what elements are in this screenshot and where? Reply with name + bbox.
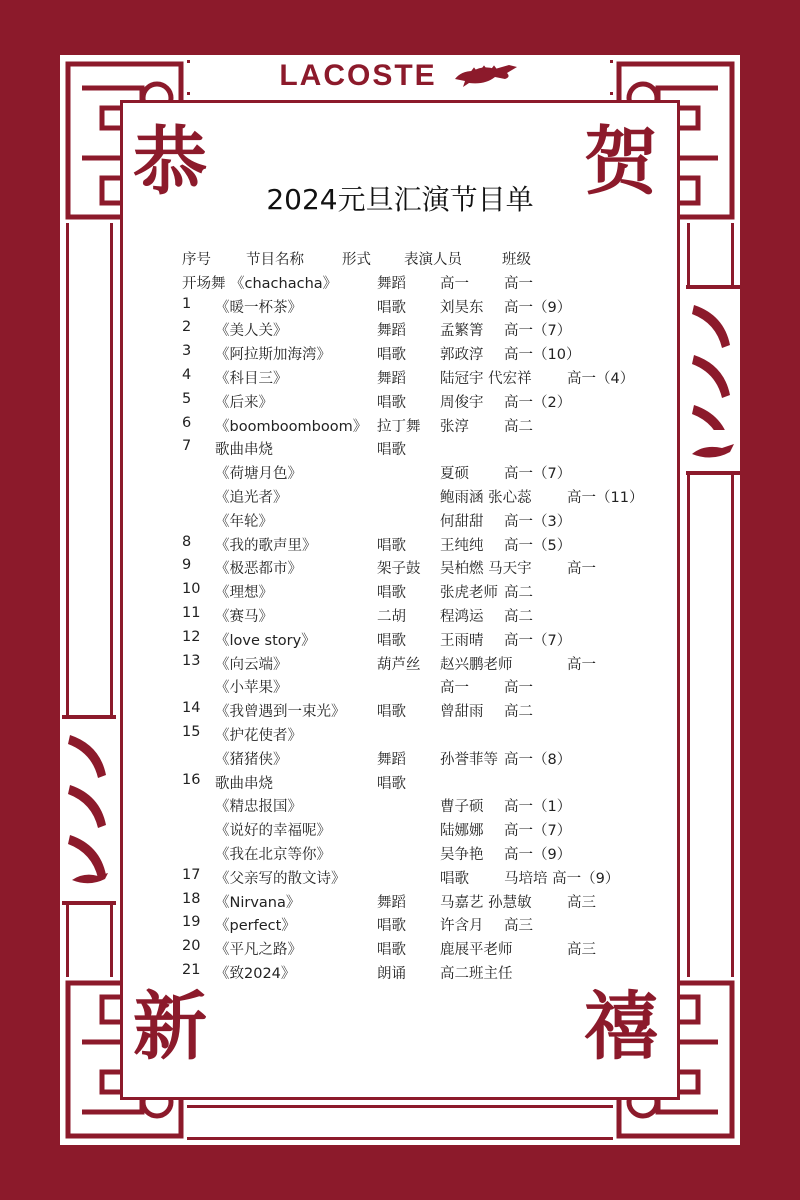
program-name: 《理想》 [215, 585, 273, 602]
program-class: 高一（2） [504, 394, 572, 411]
program-num: 20 [182, 938, 201, 955]
program-performer: 许含月 [440, 918, 484, 935]
program-type: 唱歌 [377, 299, 406, 316]
program-class: 马培培 高一（9） [504, 870, 620, 887]
program-name: 《科目三》 [215, 370, 288, 387]
program-num: 18 [182, 890, 201, 907]
program-name: 《boomboomboom》 [215, 418, 368, 435]
program-type: 唱歌 [377, 942, 406, 959]
program-class: 高三 [504, 918, 533, 935]
program-row [182, 819, 662, 843]
program-row [182, 676, 662, 700]
program-performer: 曾甜雨 [440, 704, 484, 721]
program-num: 2 [182, 319, 192, 336]
program-row [182, 510, 662, 534]
program-performer: 赵兴鹏老师 [440, 656, 513, 673]
program-name: 《年轮》 [215, 513, 273, 530]
program-class: 高一（10） [504, 347, 581, 364]
program-row [182, 391, 662, 415]
program-performer: 高二班主任 [440, 965, 513, 982]
program-num: 12 [182, 628, 201, 645]
program-performer: 高一 [440, 680, 469, 697]
program-type: 唱歌 [377, 632, 406, 649]
program-performer: 曹子硕 [440, 799, 484, 816]
program-num: 17 [182, 866, 201, 883]
greeting-char-bottom-right: 禧 [584, 984, 658, 1070]
program-row [182, 748, 662, 772]
program-class: 高一 [504, 680, 533, 697]
program-performer: 何甜甜 [440, 513, 484, 530]
program-row [182, 629, 662, 653]
program-name: 《美人关》 [215, 323, 288, 340]
program-class: 高二 [504, 704, 533, 721]
program-class: 高一（9） [504, 846, 572, 863]
program-name: 《精忠报国》 [215, 799, 302, 816]
program-class: 高一（9） [504, 299, 572, 316]
program-row [182, 367, 662, 391]
program-type: 唱歌 [377, 704, 406, 721]
program-name: 歌曲串烧 [215, 442, 273, 459]
greeting-char-top-left: 恭 [133, 119, 207, 205]
program-type: 舞蹈 [377, 751, 406, 768]
program-name: 《护花使者》 [215, 727, 302, 744]
program-performer: 刘昊东 [440, 299, 484, 316]
program-type: 朗诵 [377, 965, 406, 982]
program-type: 唱歌 [377, 918, 406, 935]
program-type: 唱歌 [377, 394, 406, 411]
brand-bar [190, 55, 610, 97]
program-performer: 张虎老师 [440, 585, 498, 602]
program-type: 唱歌 [377, 585, 406, 602]
program-num: 14 [182, 700, 201, 717]
program-name: 《赛马》 [215, 608, 273, 625]
program-name: 《小苹果》 [215, 680, 288, 697]
program-num: 1 [182, 295, 192, 312]
program-type: 唱歌 [377, 537, 406, 554]
program-type: 唱歌 [377, 347, 406, 364]
program-performer: 马嘉艺 孙慧敏 [440, 894, 532, 911]
program-class: 高二 [504, 608, 533, 625]
program-name: 《我曾遇到一束光》 [215, 704, 346, 721]
program-performer: 孟繁箐 [440, 323, 484, 340]
program-name: 《暖一杯茶》 [215, 299, 302, 316]
program-row [182, 319, 662, 343]
program-num: 8 [182, 533, 192, 550]
program-name: 《阿拉斯加海湾》 [215, 347, 331, 364]
program-class: 高三 [567, 894, 596, 911]
program-name: 《Nirvana》 [215, 894, 301, 911]
program-class: 高一（3） [504, 513, 572, 530]
program-type: 舞蹈 [377, 275, 406, 292]
program-name: 《love story》 [215, 632, 316, 649]
program-row [182, 557, 662, 581]
program-performer: 鲍雨涵 张心蕊 [440, 489, 532, 506]
program-performer: 程鸿运 [440, 608, 484, 625]
program-name: 《追光者》 [215, 489, 288, 506]
program-type: 二胡 [377, 608, 406, 625]
program-type: 唱歌 [377, 775, 406, 792]
program-row [182, 891, 662, 915]
program-num: 13 [182, 652, 201, 669]
greeting-char-top-right: 贺 [584, 119, 658, 205]
program-performer: 张淳 [440, 418, 469, 435]
program-row [182, 343, 662, 367]
program-name: 《父亲写的散文诗》 [215, 870, 346, 887]
program-name: 《说好的幸福呢》 [215, 823, 331, 840]
program-num: 开场舞 [182, 275, 226, 292]
page-title: 2024元旦汇演节目单 [266, 183, 534, 216]
program-performer: 夏硕 [440, 466, 469, 483]
program-row [182, 914, 662, 938]
program-performer: 孙誉菲等 [440, 751, 498, 768]
program-row [182, 795, 662, 819]
program-name: 《后来》 [215, 394, 273, 411]
program-row [182, 486, 662, 510]
program-class: 高一（7） [504, 823, 572, 840]
program-performer: 鹿展平老师 [440, 942, 513, 959]
program-name: 歌曲串烧 [215, 775, 273, 792]
program-list [182, 248, 662, 986]
program-num: 10 [182, 581, 201, 598]
program-name: 《极恶都市》 [215, 561, 302, 578]
program-num: 5 [182, 390, 192, 407]
program-row [182, 462, 662, 486]
program-num: 15 [182, 723, 201, 740]
program-performer: 陆冠宇 代宏祥 [440, 370, 532, 387]
program-performer: 王雨晴 [440, 632, 484, 649]
program-performer: 高一 [440, 275, 469, 292]
program-class: 高二 [504, 418, 533, 435]
program-class: 高一（1） [504, 799, 572, 816]
program-row [182, 724, 662, 748]
program-row [182, 415, 662, 439]
crocodile-icon [451, 61, 521, 91]
program-row [182, 653, 662, 677]
program-row [182, 962, 662, 986]
program-name: 《我在北京等你》 [215, 846, 331, 863]
program-row [182, 534, 662, 558]
croc-ornament-right [686, 430, 740, 470]
program-class: 高一（4） [567, 370, 635, 387]
brand-logo-text: LACOSTE [279, 59, 437, 92]
program-class: 高一（11） [567, 489, 644, 506]
program-class: 高一 [567, 656, 596, 673]
program-num: 19 [182, 914, 201, 931]
program-class: 高一（7） [504, 466, 572, 483]
program-row [182, 700, 662, 724]
program-row [182, 938, 662, 962]
program-performer: 唱歌 [440, 870, 469, 887]
program-type: 舞蹈 [377, 370, 406, 387]
program-rows [182, 272, 662, 986]
program-row [182, 272, 662, 296]
program-performer: 吴柏燃 马天宇 [440, 561, 532, 578]
program-row [182, 438, 662, 462]
program-class: 高二 [504, 585, 533, 602]
program-type: 拉丁舞 [377, 418, 421, 435]
program-num: 11 [182, 604, 201, 621]
program-header-row [182, 248, 662, 272]
program-performer: 吴争艳 [440, 846, 484, 863]
program-name: 《向云端》 [215, 656, 288, 673]
program-num: 9 [182, 557, 192, 574]
program-name: 《perfect》 [215, 918, 296, 935]
program-class: 高一 [504, 275, 533, 292]
program-row [182, 296, 662, 320]
side-ornament-left [62, 715, 116, 905]
program-num: 6 [182, 414, 192, 431]
program-num: 7 [182, 438, 192, 455]
program-name: 《平凡之路》 [215, 942, 302, 959]
program-performer: 周俊宇 [440, 394, 484, 411]
header-performer: 表演人员 [404, 252, 462, 268]
program-row [182, 867, 662, 891]
program-name: 《致2024》 [215, 965, 296, 982]
program-num: 4 [182, 366, 192, 383]
header-type: 形式 [342, 252, 371, 268]
program-num: 3 [182, 343, 192, 360]
program-row [182, 605, 662, 629]
program-performer: 陆娜娜 [440, 823, 484, 840]
program-class: 高一 [567, 561, 596, 578]
program-row [182, 772, 662, 796]
program-class: 高一（7） [504, 323, 572, 340]
program-class: 高一（7） [504, 632, 572, 649]
program-type: 舞蹈 [377, 323, 406, 340]
header-num: 序号 [182, 252, 211, 268]
program-row [182, 843, 662, 867]
program-type: 葫芦丝 [377, 656, 421, 673]
header-class: 班级 [502, 252, 531, 268]
program-class: 高三 [567, 942, 596, 959]
program-type: 架子鼓 [377, 561, 421, 578]
program-num: 21 [182, 961, 201, 978]
program-row [182, 581, 662, 605]
header-name: 节目名称 [246, 252, 304, 268]
program-type: 舞蹈 [377, 894, 406, 911]
program-performer: 王纯纯 [440, 537, 484, 554]
program-num: 16 [182, 771, 201, 788]
program-class: 高一（8） [504, 751, 572, 768]
program-type: 唱歌 [377, 442, 406, 459]
program-performer: 郭政淳 [440, 347, 484, 364]
greeting-char-bottom-left: 新 [133, 984, 207, 1070]
program-class: 高一（5） [504, 537, 572, 554]
program-name: 《猪猪侠》 [215, 751, 288, 768]
program-name: 《chachacha》 [230, 275, 338, 292]
program-name: 《我的歌声里》 [215, 537, 317, 554]
program-name: 《荷塘月色》 [215, 466, 302, 483]
